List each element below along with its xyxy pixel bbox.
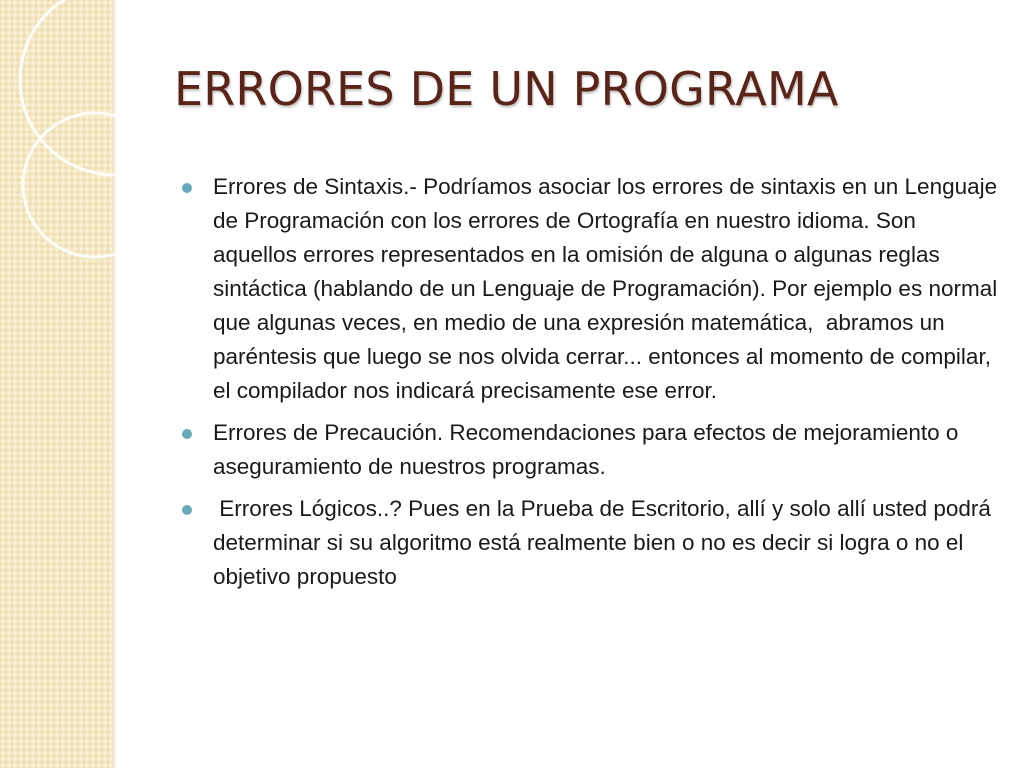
bullet-text: Errores Lógicos..? Pues en la Prueba de Escritorio, allí y solo allí usted podrá determinar si su algoritmo está realmente bien o no es decir si logra o no el objetivo propuesto [213, 496, 998, 589]
bullet-item-precaution-errors [178, 416, 998, 484]
bullet-dot-icon [182, 183, 192, 193]
slide-title: ERRORES DE UN PROGRAMA [174, 62, 839, 116]
decorative-ring-small [23, 113, 167, 257]
bullet-text: Errores de Precaución. Recomendaciones para efectos de mejoramiento o aseguramiento de nuestros programas. [213, 420, 965, 479]
decorative-ring-large [20, 0, 200, 175]
decorative-rings [0, 0, 200, 260]
bullet-item-syntax-errors [178, 170, 1004, 408]
bullet-dot-icon [182, 505, 192, 515]
bullet-text: Errores de Sintaxis.- Podríamos asociar los errores de sintaxis en un Lenguaje de Programación con los errores de Ortografía en nuestro idioma. Son aquellos errores representados en la omisión de alguna o algunas reglas sintáctica (hablando de un Lenguaje de Programación). Por ejemplo es normal que algunas veces, en medio de una expresión matemática, abramos un paréntesis que luego se nos olvida cerrar... entonces al momento de compilar, el compilador nos indicará precisamente ese error. [213, 174, 1004, 403]
bullet-item-logic-errors [178, 492, 998, 594]
bullet-dot-icon [182, 429, 192, 439]
bullet-list [178, 170, 1004, 602]
